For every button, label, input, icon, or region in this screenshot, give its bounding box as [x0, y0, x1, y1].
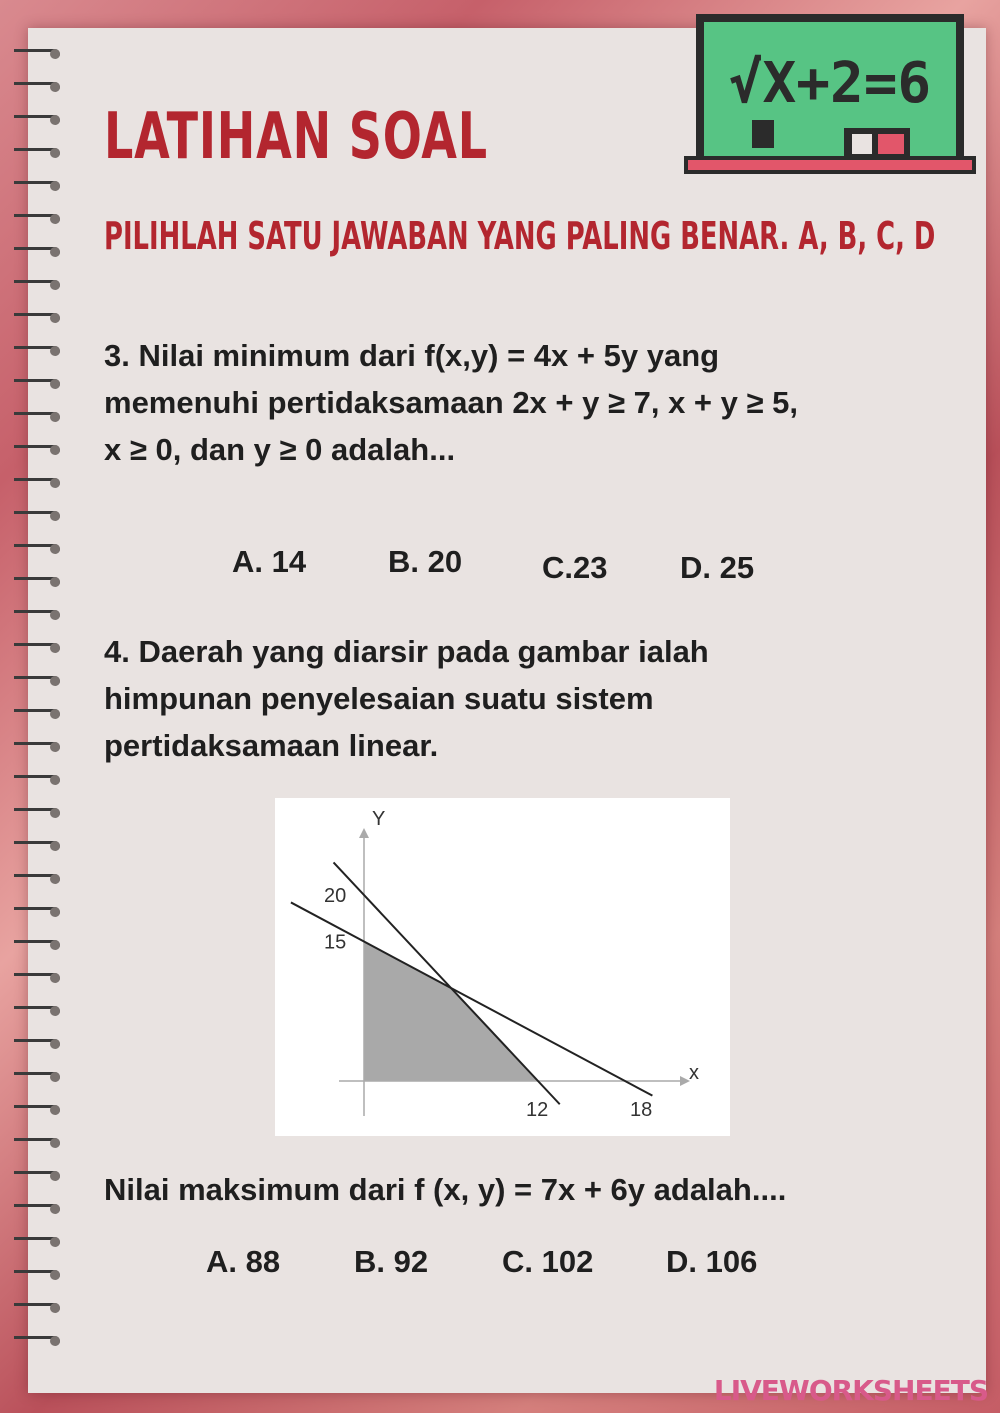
shaded-region [364, 942, 538, 1082]
feasible-region-graph [275, 798, 730, 1136]
punch-hole [50, 478, 60, 488]
spiral-binding [10, 44, 74, 1374]
punch-hole [50, 742, 60, 752]
punch-hole [50, 1270, 60, 1280]
punch-hole [50, 940, 60, 950]
spiral-ring [10, 440, 74, 460]
question-4-line-1: 4. Daerah yang diarsir pada gambar ialah [104, 634, 709, 669]
spiral-ring [10, 935, 74, 955]
spiral-ring [10, 605, 74, 625]
spiral-ring [10, 1232, 74, 1252]
spiral-ring [10, 506, 74, 526]
punch-hole [50, 1303, 60, 1313]
spiral-ring [10, 968, 74, 988]
punch-hole [50, 82, 60, 92]
punch-hole [50, 874, 60, 884]
punch-hole [50, 181, 60, 191]
punch-hole [50, 1237, 60, 1247]
spiral-ring [10, 1265, 74, 1285]
spiral-ring [10, 572, 74, 592]
question-4-line-2: himpunan penyelesaian suatu sistem [104, 681, 654, 716]
punch-hole [50, 577, 60, 587]
board-equation: √X+2=6 [728, 51, 932, 116]
punch-hole [50, 1072, 60, 1082]
spiral-ring [10, 1133, 74, 1153]
spiral-ring [10, 143, 74, 163]
punch-hole [50, 775, 60, 785]
punch-hole [50, 709, 60, 719]
y-tick-label: 20 [324, 885, 347, 907]
spiral-ring [10, 77, 74, 97]
question-3-line-2: memenuhi pertidaksamaan 2x + y ≥ 7, x + y ≥ 5, [104, 385, 798, 420]
spiral-ring [10, 539, 74, 559]
punch-hole [50, 412, 60, 422]
page-title: LATIHAN SOAL [104, 100, 488, 174]
spiral-ring [10, 1001, 74, 1021]
punch-hole [50, 643, 60, 653]
punch-hole [50, 676, 60, 686]
watermark-logo: LIVEWORKSHEETS [713, 1374, 988, 1407]
punch-hole [50, 445, 60, 455]
q3-option-a[interactable]: A. 14 [232, 544, 307, 579]
q4-option-b[interactable]: B. 92 [354, 1244, 429, 1279]
punch-hole [50, 313, 60, 323]
spiral-ring [10, 1034, 74, 1054]
q4-option-c[interactable]: C. 102 [502, 1244, 594, 1279]
spiral-ring [10, 473, 74, 493]
q3-option-b[interactable]: B. 20 [388, 544, 463, 579]
x-axis-label: x [689, 1062, 699, 1084]
q3-option-d[interactable]: D. 25 [680, 550, 755, 585]
question-4-prompt: Nilai maksimum dari f (x, y) = 7x + 6y adalah.... [104, 1172, 787, 1207]
punch-hole [50, 1105, 60, 1115]
y-tick-label: 15 [324, 931, 347, 954]
spiral-ring [10, 308, 74, 328]
punch-hole [50, 1336, 60, 1346]
spiral-ring [10, 770, 74, 790]
spiral-ring [10, 836, 74, 856]
spiral-ring [10, 704, 74, 724]
spiral-ring [10, 1100, 74, 1120]
spiral-ring [10, 869, 74, 889]
punch-hole [50, 544, 60, 554]
x-tick-label: 12 [526, 1099, 549, 1121]
spiral-ring [10, 242, 74, 262]
question-3-line-3: x ≥ 0, dan y ≥ 0 adalah... [104, 432, 456, 467]
y-axis-label: Y [372, 808, 386, 830]
punch-hole [50, 973, 60, 983]
punch-hole [50, 1171, 60, 1181]
spiral-ring [10, 110, 74, 130]
spiral-ring [10, 1199, 74, 1219]
punch-hole [50, 1138, 60, 1148]
punch-hole [50, 1039, 60, 1049]
question-4-line-3: pertidaksamaan linear. [104, 728, 439, 763]
punch-hole [50, 841, 60, 851]
spiral-ring [10, 407, 74, 427]
punch-hole [50, 49, 60, 59]
spiral-ring [10, 803, 74, 823]
punch-hole [50, 115, 60, 125]
spiral-ring [10, 1067, 74, 1087]
spiral-ring [10, 671, 74, 691]
spiral-ring [10, 1331, 74, 1351]
spiral-ring [10, 341, 74, 361]
punch-hole [50, 379, 60, 389]
x-tick-label: 18 [630, 1099, 653, 1121]
question-3-line-1: 3. Nilai minimum dari f(x,y) = 4x + 5y yang [104, 338, 720, 373]
punch-hole [50, 511, 60, 521]
spiral-ring [10, 902, 74, 922]
punch-hole [50, 148, 60, 158]
y-axis-arrow [359, 828, 369, 838]
spiral-ring [10, 737, 74, 757]
spiral-ring [10, 1298, 74, 1318]
spiral-ring [10, 209, 74, 229]
punch-hole [50, 1204, 60, 1214]
spiral-ring [10, 1166, 74, 1186]
punch-hole [50, 247, 60, 257]
chalkboard-icon [682, 8, 978, 188]
spiral-ring [10, 44, 74, 64]
punch-hole [50, 907, 60, 917]
spiral-ring [10, 275, 74, 295]
spiral-ring [10, 374, 74, 394]
punch-hole [50, 214, 60, 224]
spiral-ring [10, 638, 74, 658]
punch-hole [50, 1006, 60, 1016]
punch-hole [50, 808, 60, 818]
q3-option-c[interactable]: C.23 [542, 550, 608, 585]
q4-option-d[interactable]: D. 106 [666, 1244, 758, 1279]
q4-option-a[interactable]: A. 88 [206, 1244, 281, 1279]
punch-hole [50, 280, 60, 290]
punch-hole [50, 610, 60, 620]
spiral-ring [10, 176, 74, 196]
instruction-text: PILIHLAH SATU JAWABAN YANG PALING BENAR. A, B, C, D [104, 214, 936, 258]
punch-hole [50, 346, 60, 356]
